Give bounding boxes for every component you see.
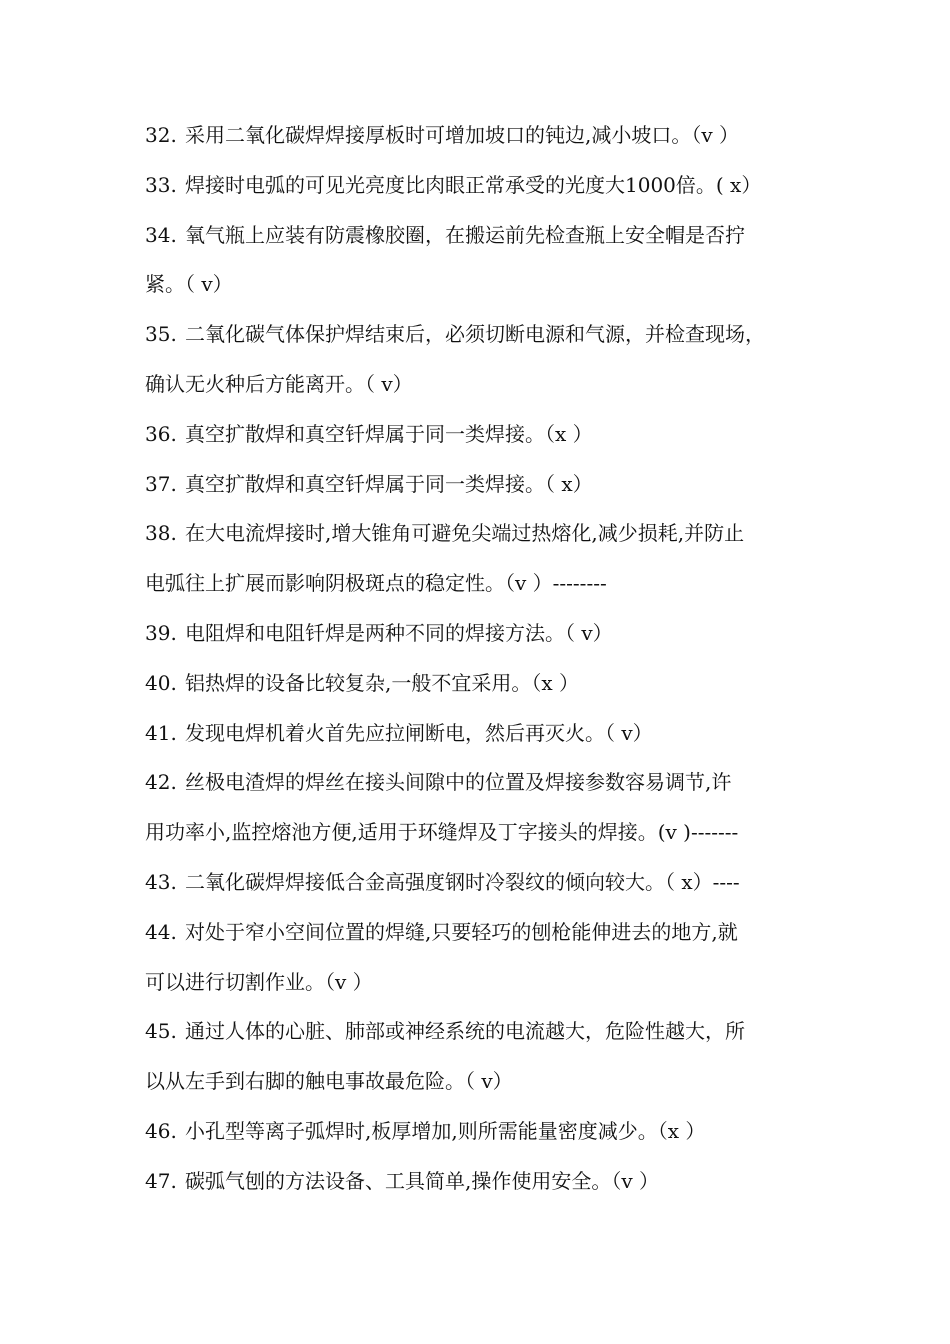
question-text: 丝极电渣焊的焊丝在接头间隙中的位置及焊接参数容易调节,许 bbox=[185, 770, 732, 795]
question-line bbox=[145, 908, 813, 958]
question-text: 对处于窄小空间位置的焊缝,只要轻巧的刨枪能伸进去的地方,就 bbox=[185, 919, 738, 944]
question-text: 焊接时电弧的可见光亮度比肉眼正常承受的光度大1000倍。( x） bbox=[185, 172, 762, 197]
question-line bbox=[145, 111, 813, 161]
question-text: 二氧化碳气体保护焊结束后，必须切断电源和气源，并检查现场， bbox=[185, 322, 765, 347]
question-text: 采用二氧化碳焊焊接厚板时可增加坡口的钝边,减小坡口。（v ） bbox=[185, 123, 740, 147]
question-line bbox=[145, 1157, 813, 1207]
question-text: 氧气瓶上应装有防震橡胶圈，在搬运前先检查瓶上安全帽是否拧 bbox=[185, 222, 745, 247]
question-number: 45. bbox=[145, 1019, 177, 1044]
question-line bbox=[145, 1107, 813, 1157]
question-number: 38. bbox=[145, 521, 177, 546]
question-text: 铝热焊的设备比较复杂,一般不宜采用。（x ） bbox=[185, 670, 579, 695]
question-line bbox=[145, 161, 813, 211]
question-text: 发现电焊机着火首先应拉闸断电，然后再灭火。（ v） bbox=[185, 720, 653, 745]
question-line bbox=[145, 509, 813, 559]
question-number: 40. bbox=[145, 670, 177, 695]
question-number: 43. bbox=[145, 869, 177, 894]
question-text: 真空扩散焊和真空钎焊属于同一类焊接。（ x） bbox=[185, 471, 593, 496]
question-line bbox=[145, 758, 813, 808]
question-continuation-line bbox=[145, 1057, 813, 1107]
question-number: 42. bbox=[145, 770, 177, 795]
question-number: 33. bbox=[145, 172, 177, 197]
question-line bbox=[145, 609, 813, 659]
question-line bbox=[145, 659, 813, 709]
question-text: 可以进行切割作业。（v ） bbox=[145, 969, 373, 994]
question-text: 通过人体的心脏、肺部或神经系统的电流越大，危险性越大，所 bbox=[185, 1019, 745, 1044]
question-text: 在大电流焊接时,增大锥角可避免尖端过热熔化,减少损耗,并防止 bbox=[185, 521, 745, 546]
question-line bbox=[145, 858, 813, 908]
question-text: 紧。（ v） bbox=[145, 272, 233, 297]
question-number: 34. bbox=[145, 222, 177, 247]
question-number: 47. bbox=[145, 1168, 177, 1193]
question-text: 以从左手到右脚的触电事故最危险。（ v） bbox=[145, 1069, 513, 1094]
question-number: 44. bbox=[145, 919, 177, 944]
question-text: 小孔型等离子弧焊时,板厚增加,则所需能量密度减少。（x ） bbox=[185, 1118, 706, 1143]
question-text: 真空扩散焊和真空钎焊属于同一类焊接。（x ） bbox=[185, 421, 593, 446]
question-text: 电弧往上扩展而影响阴极斑点的稳定性。（v ）-------- bbox=[145, 571, 607, 596]
question-continuation-line bbox=[145, 260, 813, 310]
question-continuation-line bbox=[145, 559, 813, 609]
question-number: 46. bbox=[145, 1118, 177, 1143]
question-line bbox=[145, 410, 813, 460]
question-line bbox=[145, 460, 813, 510]
question-number: 39. bbox=[145, 620, 177, 645]
question-number: 41. bbox=[145, 720, 177, 745]
question-list bbox=[145, 111, 813, 1207]
question-line bbox=[145, 1007, 813, 1057]
question-number: 35. bbox=[145, 322, 177, 347]
question-number: 37. bbox=[145, 471, 177, 496]
question-text: 二氧化碳焊焊接低合金高强度钢时冷裂纹的倾向较大。（ x）---- bbox=[185, 869, 740, 894]
question-line bbox=[145, 310, 813, 360]
question-line bbox=[145, 211, 813, 261]
question-number: 36. bbox=[145, 421, 177, 446]
question-text: 电阻焊和电阻钎焊是两种不同的焊接方法。（ v） bbox=[185, 620, 613, 645]
question-number: 32. bbox=[145, 123, 177, 147]
question-continuation-line bbox=[145, 360, 813, 410]
question-text: 确认无火种后方能离开。（ v） bbox=[145, 371, 413, 396]
question-line bbox=[145, 709, 813, 759]
question-text: 碳弧气刨的方法设备、工具简单,操作使用安全。（v ） bbox=[185, 1168, 660, 1193]
question-text: 用功率小,监控熔池方便,适用于环缝焊及丁字接头的焊接。(v )------- bbox=[145, 820, 739, 845]
question-continuation-line bbox=[145, 958, 813, 1008]
question-continuation-line bbox=[145, 808, 813, 858]
